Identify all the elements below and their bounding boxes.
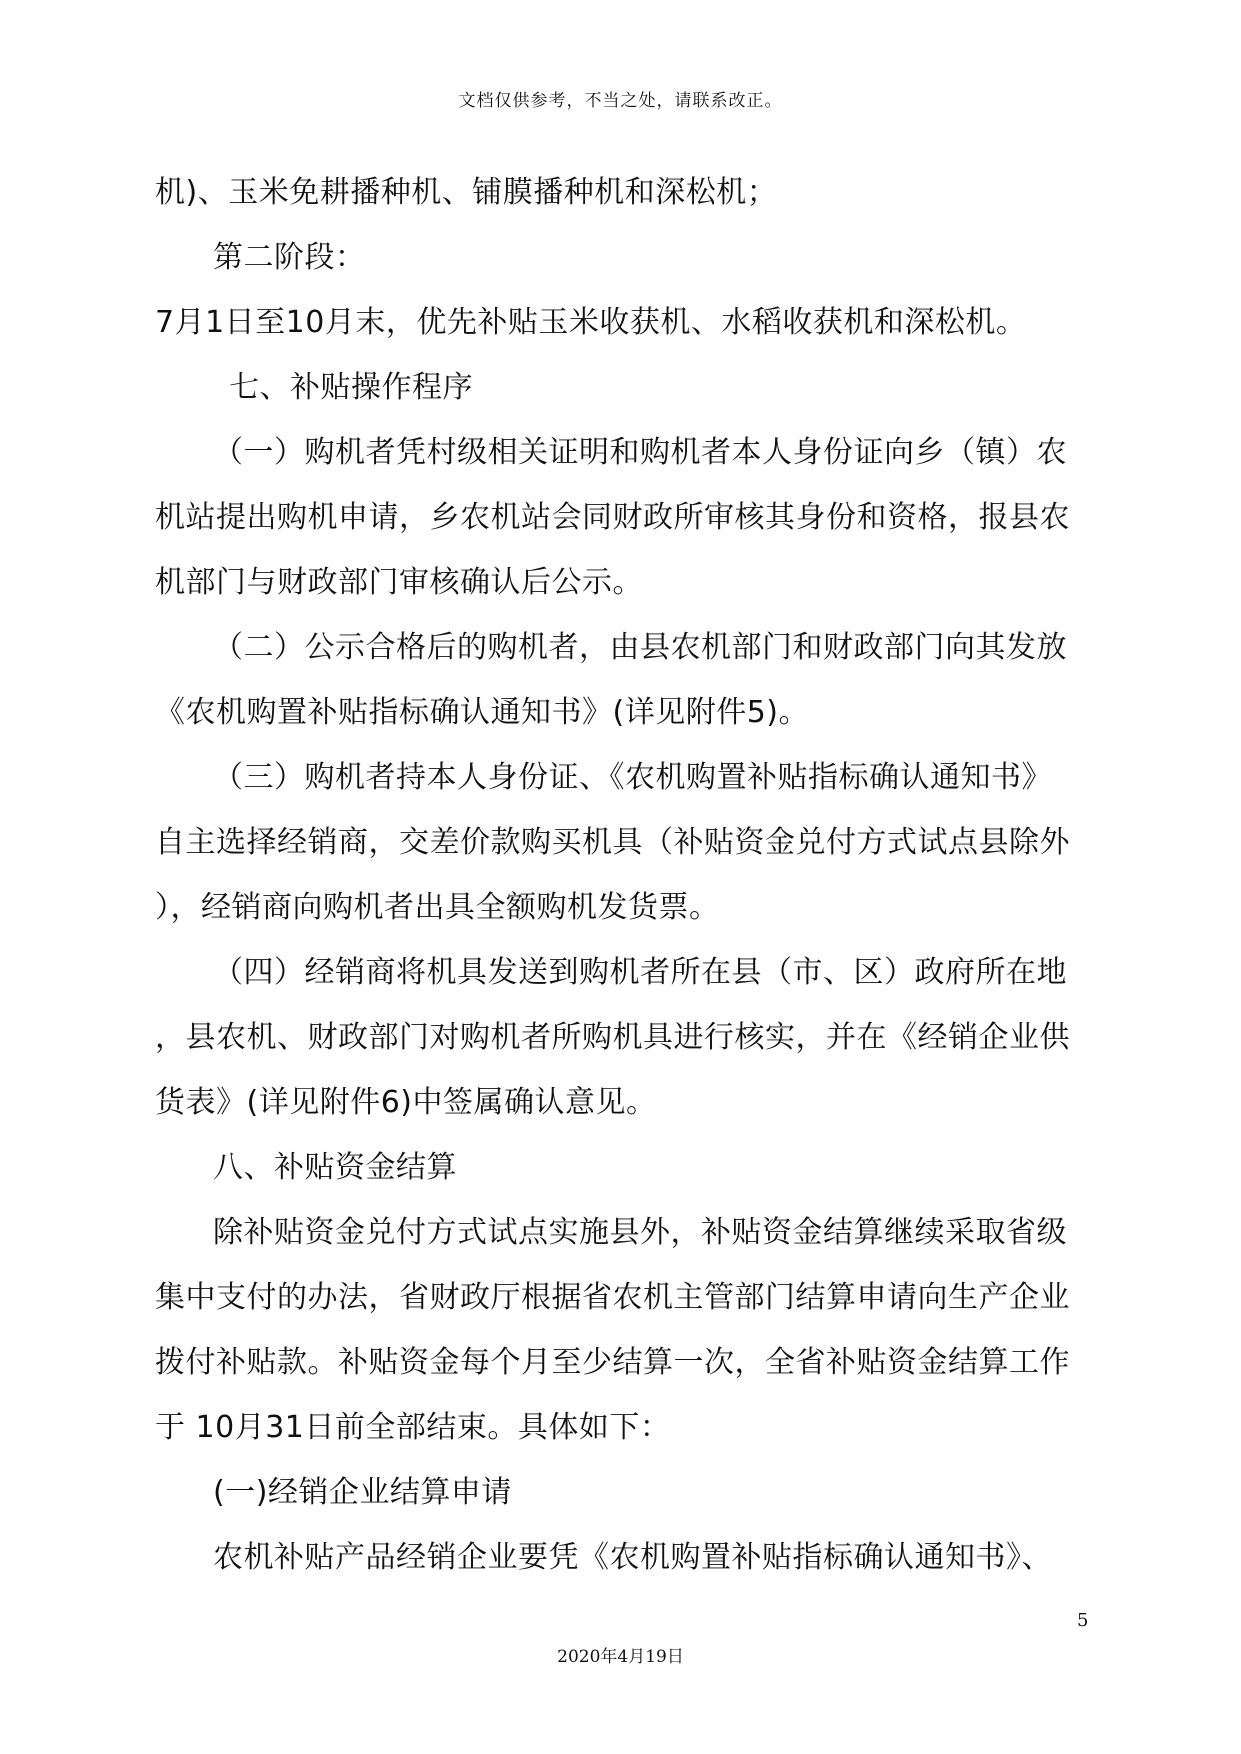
text-line: 除补贴资金兑付方式试点实施县外，补贴资金结算继续采取省级 (213, 1215, 1067, 1250)
header-note: 文档仅供参考，不当之处，请联系改正。 (458, 91, 783, 111)
text-line: 农机补贴产品经销企业要凭《农机购置补贴指标确认通知书》、 (213, 1540, 1052, 1575)
text-line: 《农机购置补贴指标确认通知书》(详见附件5)。 (155, 695, 809, 730)
text-line: ），经销商向购机者出具全额购机发货票。 (155, 890, 720, 925)
text-line: （三）购机者持本人身份证、《农机购置补贴指标确认通知书》 (213, 760, 1052, 795)
text-line: 集中支付的办法，省财政厅根据省农机主管部门结算申请向生产企业 (155, 1280, 1070, 1315)
section-heading: 八、补贴资金结算 (213, 1150, 457, 1185)
section-heading: 七、补贴操作程序 (229, 370, 473, 405)
text-line: 第二阶段： (213, 240, 366, 275)
text-line: 机站提出购机申请，乡农机站会同财政所审核其身份和资格，报县农 (155, 500, 1070, 535)
text-line: 7月1日至10月末，优先补贴玉米收获机、水稻收获机和深松机。 (155, 305, 1027, 340)
text-line: 机)、玉米免耕播种机、铺膜播种机和深松机； (155, 175, 778, 210)
text-line: （一）购机者凭村级相关证明和购机者本人身份证向乡（镇）农 (213, 435, 1067, 470)
document-body (155, 160, 1085, 1590)
text-line: （二）公示合格后的购机者，由县农机部门和财政部门向其发放 (213, 630, 1067, 665)
footer-date: 2020年4月19日 (557, 1647, 684, 1667)
text-line: 货表》(详见附件6)中签属确认意见。 (155, 1085, 657, 1120)
text-line: 机部门与财政部门审核确认后公示。 (155, 565, 643, 600)
text-line: （四）经销商将机具发送到购机者所在县（市、区）政府所在地 (213, 955, 1067, 990)
text-line: ，县农机、财政部门对购机者所购机具进行核实，并在《经销企业供 (155, 1020, 1070, 1055)
page-number: 5 (1077, 1610, 1089, 1631)
text-line: 自主选择经销商，交差价款购买机具（补贴资金兑付方式试点县除外 (155, 825, 1070, 860)
text-line: 于 10月31日前全部结束。具体如下： (155, 1410, 671, 1445)
subsection-heading: (一)经销企业结算申请 (213, 1475, 512, 1510)
text-line: 拨付补贴款。补贴资金每个月至少结算一次，全省补贴资金结算工作 (155, 1345, 1070, 1380)
